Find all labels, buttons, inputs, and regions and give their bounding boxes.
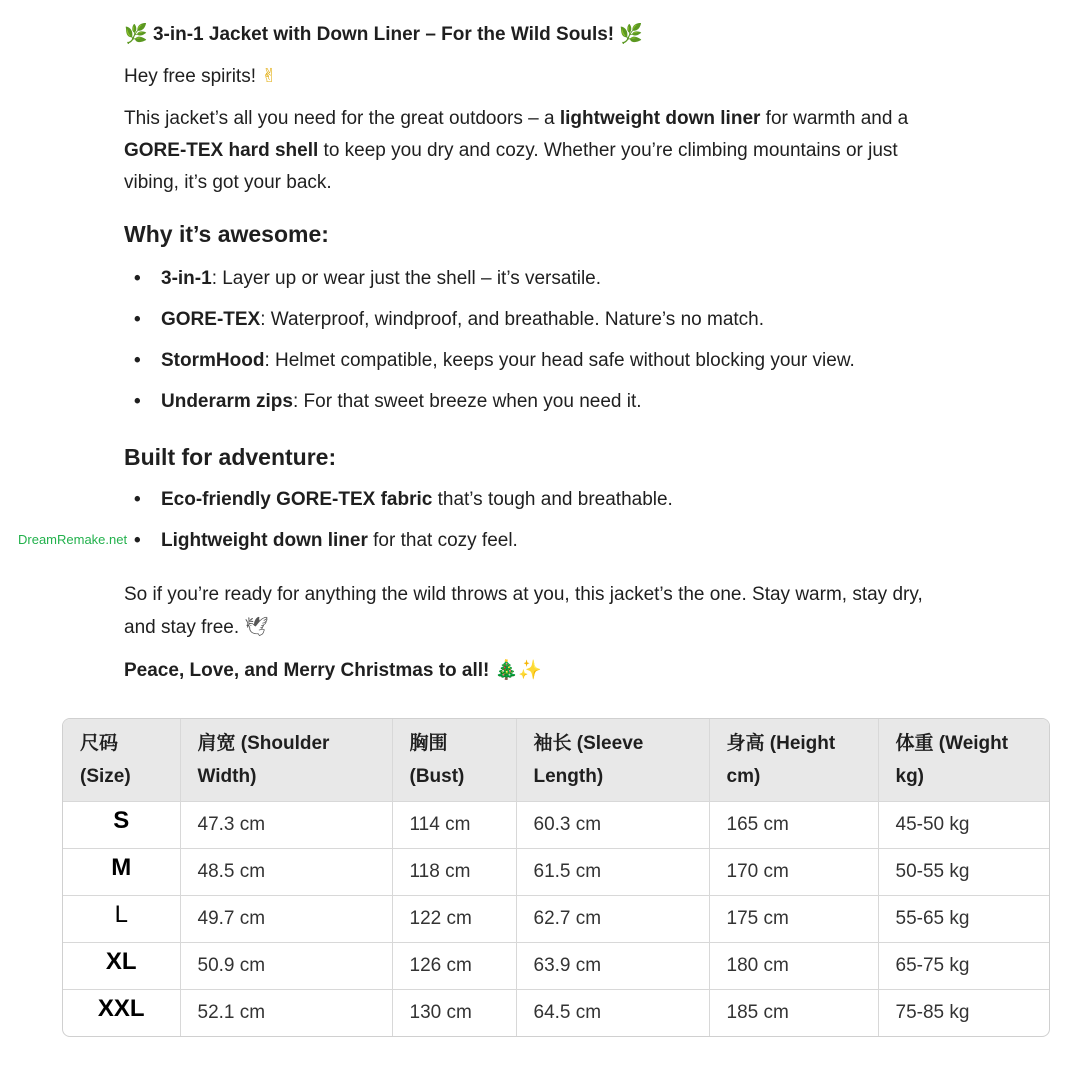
- table-cell: 60.3 cm: [516, 802, 709, 849]
- table-cell: 126 cm: [392, 943, 516, 990]
- size-cell: S: [63, 802, 180, 849]
- bullet-icon: •: [134, 350, 141, 371]
- header-height: 身高 (Height cm): [709, 719, 878, 802]
- item-text: : Layer up or wear just the shell – it’s versatile.: [211, 268, 602, 289]
- table-row: [63, 896, 1049, 943]
- post-title-text: 3-in-1 Jacket with Down Liner – For the Wild Souls!: [152, 24, 615, 45]
- bullet-icon: •: [134, 530, 141, 551]
- table-cell: 118 cm: [392, 849, 516, 896]
- why-heading: Why it’s awesome:: [124, 221, 329, 247]
- size-cell: XL: [63, 943, 180, 990]
- table-cell: 170 cm: [709, 849, 878, 896]
- table-cell: 61.5 cm: [516, 849, 709, 896]
- bullet-icon: •: [134, 268, 141, 289]
- table-cell: 52.1 cm: [180, 990, 392, 1037]
- built-list: [124, 484, 944, 557]
- table-cell: 48.5 cm: [180, 849, 392, 896]
- item-bold: GORE-TEX: [161, 309, 261, 330]
- table-row: [63, 990, 1049, 1037]
- table-cell: 130 cm: [392, 990, 516, 1037]
- table-cell: 50-55 kg: [878, 849, 1049, 896]
- christmas-tree-icon: 🎄: [494, 659, 519, 681]
- table-cell: 49.7 cm: [180, 896, 392, 943]
- item-bold: Lightweight down liner: [161, 530, 368, 551]
- sparkles-icon: ✨: [518, 659, 542, 681]
- table-cell: 175 cm: [709, 896, 878, 943]
- list-item: [124, 304, 944, 336]
- item-text: : Waterproof, windproof, and breathable. Nature’s no match.: [260, 309, 765, 330]
- intro-bold: lightweight down liner: [559, 108, 761, 129]
- item-text: that’s tough and breathable.: [432, 489, 673, 510]
- size-cell: XXL: [63, 990, 180, 1037]
- greeting-text: Hey free spirits!: [124, 66, 256, 87]
- table-cell: 165 cm: [709, 802, 878, 849]
- leaf-icon: 🌿: [124, 23, 148, 45]
- item-text: for that cozy feel.: [367, 530, 518, 551]
- item-text: : Helmet compatible, keeps your head safe without blocking your view.: [264, 350, 855, 371]
- leaf-icon: 🌿: [619, 23, 644, 45]
- table-row: [63, 849, 1049, 896]
- table-cell: 180 cm: [709, 943, 878, 990]
- table-cell: 50.9 cm: [180, 943, 392, 990]
- signoff-text: Peace, Love, and Merry Christmas to all!: [124, 660, 490, 681]
- table-cell: 63.9 cm: [516, 943, 709, 990]
- signoff: [124, 654, 944, 687]
- item-bold: Eco-friendly GORE-TEX fabric: [161, 489, 433, 510]
- built-heading: Built for adventure:: [124, 444, 337, 470]
- table-cell: 64.5 cm: [516, 990, 709, 1037]
- size-cell: M: [63, 849, 180, 896]
- table-cell: 185 cm: [709, 990, 878, 1037]
- list-item: [124, 345, 944, 377]
- table-cell: 55-65 kg: [878, 896, 1049, 943]
- list-item: [124, 263, 944, 295]
- list-item: [124, 386, 944, 418]
- bullet-icon: •: [134, 309, 141, 330]
- size-table: [62, 718, 1050, 1037]
- item-bold: 3-in-1: [161, 268, 212, 289]
- size-cell: L: [63, 896, 180, 943]
- bullet-icon: •: [134, 489, 141, 510]
- table-cell: 122 cm: [392, 896, 516, 943]
- item-bold: StormHood: [161, 350, 265, 371]
- header-bust: 胸围 (Bust): [392, 719, 516, 802]
- greeting: [124, 60, 944, 93]
- peace-hand-icon: ✌: [261, 65, 278, 87]
- item-text: : For that sweet breeze when you need it.: [292, 391, 642, 412]
- bullet-icon: •: [134, 391, 141, 412]
- table-cell: 47.3 cm: [180, 802, 392, 849]
- watermark: DreamRemake.net: [18, 532, 128, 547]
- intro-text: for warmth and a: [760, 108, 909, 129]
- table-cell: 75-85 kg: [895, 1002, 970, 1023]
- table-cell: 65-75 kg: [878, 943, 1049, 990]
- intro-paragraph: [124, 103, 944, 199]
- why-list: [124, 263, 944, 418]
- table-cell: 114 cm: [392, 802, 516, 849]
- list-item: [124, 525, 944, 557]
- table-row: [63, 802, 1049, 849]
- header-shoulder: 肩宽 (Shoulder Width): [180, 719, 392, 802]
- item-bold: Underarm zips: [161, 391, 293, 412]
- intro-text: to keep you dry and cozy. Whether you’re climbing mountains or just vibing, it’s got your back.: [124, 140, 898, 193]
- dove-icon: 🕊: [244, 616, 269, 638]
- closing-paragraph: [124, 579, 944, 644]
- table-row: [63, 943, 1049, 990]
- table-cell: 62.7 cm: [516, 896, 709, 943]
- intro-text: This jacket’s all you need for the great outdoors – a: [124, 108, 560, 129]
- post-content: [124, 18, 944, 687]
- table-header-row: [63, 719, 1049, 802]
- table-cell: 45-50 kg: [878, 802, 1049, 849]
- closing-text: So if you’re ready for anything the wild throws at you, this jacket’s the one. Stay warm, stay dry, and stay free.: [124, 584, 923, 638]
- header-weight: 体重 (Weight kg): [878, 719, 1049, 802]
- post-title: [124, 18, 944, 50]
- header-size: 尺码 (Size): [63, 719, 180, 802]
- header-sleeve: 袖长 (Sleeve Length): [516, 719, 709, 802]
- list-item: [124, 484, 944, 516]
- intro-bold: GORE-TEX hard shell: [124, 140, 319, 161]
